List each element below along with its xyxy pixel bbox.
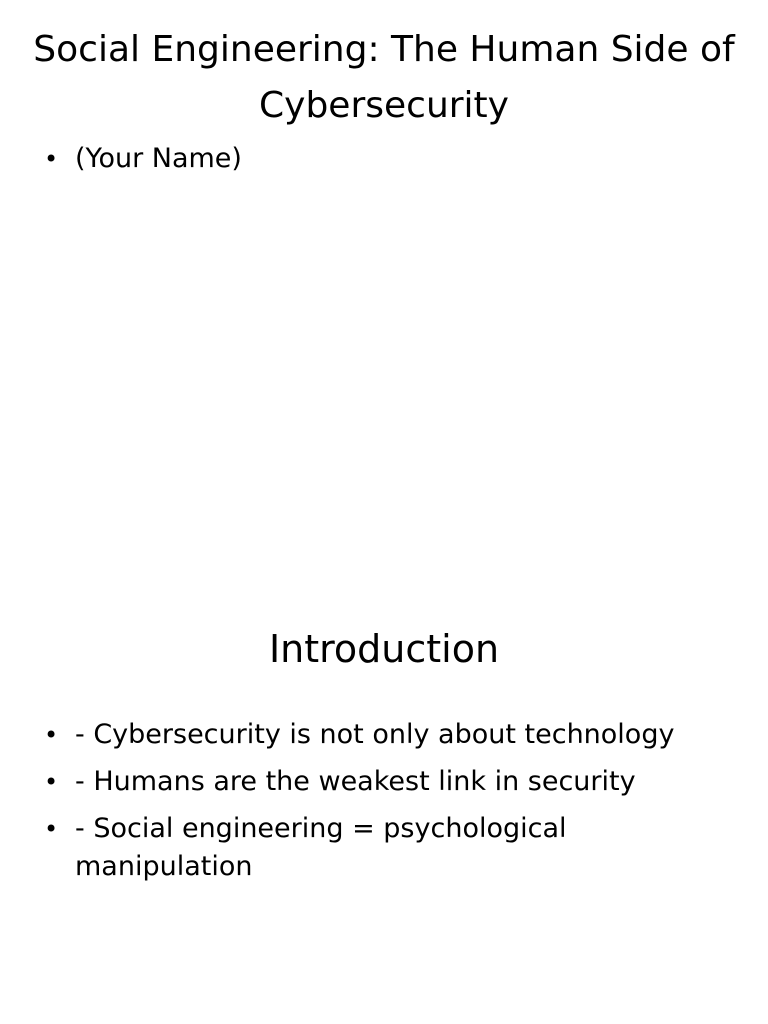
bullet-text: - Humans are the weakest link in security (75, 766, 636, 797)
slide-introduction-heading: Introduction (268, 627, 500, 671)
bullet-text: - Cybersecurity is not only about technology (75, 719, 675, 750)
bullet-icon: • (44, 815, 59, 843)
bullet-item (44, 763, 724, 801)
bullet-text: - Social engineering = psychological manipulation (75, 813, 567, 882)
bullet-item (44, 140, 724, 178)
slide-title-heading: Social Engineering: The Human Side of Cybersecurity (33, 29, 735, 126)
bullet-icon: • (44, 145, 59, 173)
bullet-icon: • (44, 768, 59, 796)
bullet-item (44, 810, 724, 886)
bullet-text: (Your Name) (75, 143, 242, 174)
bullet-icon: • (44, 721, 59, 749)
bullet-item (44, 716, 724, 754)
slide-introduction (0, 512, 768, 1024)
slide-title-bullet-list (44, 140, 724, 187)
slide-introduction-bullet-list (44, 716, 724, 895)
